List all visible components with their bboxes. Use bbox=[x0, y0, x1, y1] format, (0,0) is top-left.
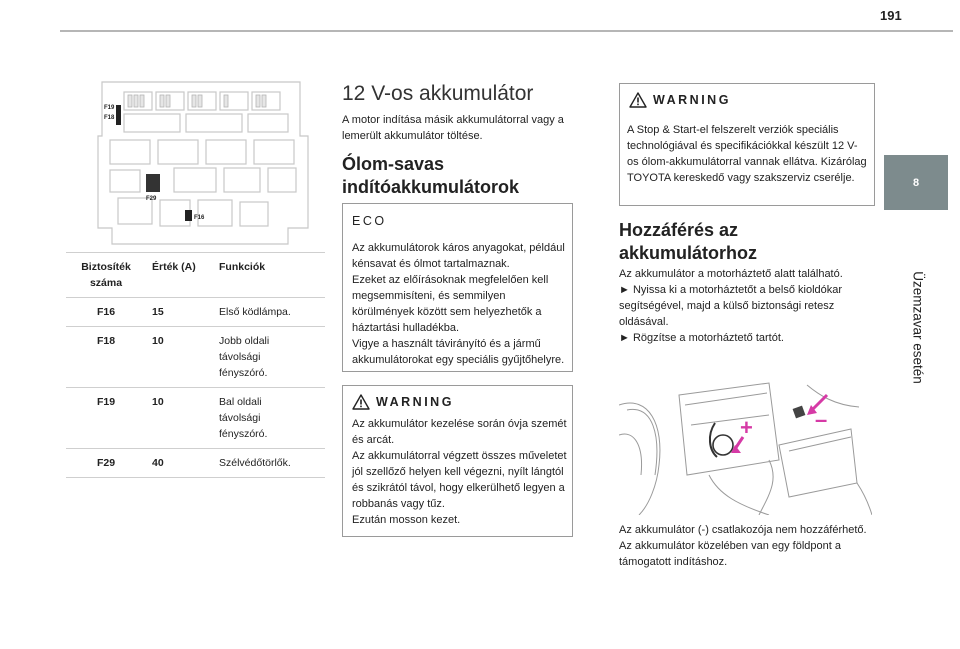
table-header-row bbox=[66, 253, 325, 298]
access-line: Az akkumulátor a motorháztető alatt található. bbox=[619, 268, 843, 280]
eco-box bbox=[342, 203, 573, 372]
section-title: 12 V-os akkumulátor bbox=[342, 82, 534, 105]
access-title: Hozzáférés az akkumulátorhoz bbox=[619, 220, 758, 263]
fuse-function: Szélvédőtörlők. bbox=[213, 449, 325, 478]
label-f16: F16 bbox=[194, 215, 205, 221]
warning-text: A Stop & Start-el felszerelt verziók speciális technológiával és specifikációkkal készült 12 V-os ólom-akkumulátorral vannak ellátva. Kizárólag TOYOTA kereskedő vagy szakszerviz cserélje. bbox=[627, 124, 867, 184]
warning-icon bbox=[352, 394, 370, 410]
header-fuse-number: Biztosíték száma bbox=[66, 253, 146, 298]
warning-line: Az akkumulátorral végzett összes műveletet jól szellőző helyen kell végezni, nyílt lángtól és szikrától távol, hogy elkerülhető legyen a robbanás vagy tűz. bbox=[352, 450, 567, 510]
fuse-number: F18 bbox=[66, 327, 146, 388]
caption-line: Az akkumulátor közelében van egy földpont a támogatott indításhoz. bbox=[619, 540, 841, 568]
table-row bbox=[66, 388, 325, 449]
warning-title: WARNING bbox=[653, 93, 731, 107]
warning-icon bbox=[629, 92, 647, 108]
access-line: ► Nyissa ki a motorháztetőt a belső kioldókar segítségével, majd a külső biztonsági retesz oldásával. bbox=[619, 284, 843, 328]
label-f19: F19 bbox=[104, 105, 115, 111]
caption-line: Az akkumulátor (-) csatlakozója nem hozzáférhető. bbox=[619, 524, 867, 536]
warning-title: WARNING bbox=[376, 395, 454, 409]
warning-line: Ezután mosson kezet. bbox=[352, 514, 461, 526]
fuse-function: Jobb oldali távolsági fényszóró. bbox=[213, 327, 325, 388]
eco-line: Ezeket az előírásoknak megfelelően kell megsemmisíteni, és semmilyen körülmények között sem helyezhetők a háztartási hulladékba. bbox=[352, 274, 549, 334]
engine-bay-illustration bbox=[619, 365, 872, 515]
table-row bbox=[66, 327, 325, 388]
chapter-tab[interactable]: 8 bbox=[884, 155, 948, 210]
fuse-value: 10 bbox=[146, 388, 213, 449]
fuse-number: F29 bbox=[66, 449, 146, 478]
fuse-table bbox=[66, 252, 325, 478]
eco-line: Vigye a használt távirányító és a jármű akkumulátorokat egy speciális gyűjtőhelyre. bbox=[352, 338, 565, 366]
fuse-value: 40 bbox=[146, 449, 213, 478]
plus-symbol: + bbox=[740, 415, 753, 440]
fuse-function: Bal oldali távolsági fényszóró. bbox=[213, 388, 325, 449]
page-number: 191 bbox=[880, 8, 902, 23]
warning-box-2 bbox=[619, 83, 875, 206]
label-f29: F29 bbox=[146, 196, 157, 202]
illustration-caption bbox=[619, 522, 875, 570]
header-functions: Funkciók bbox=[213, 253, 325, 298]
access-line: ► Rögzítse a motorháztető tartót. bbox=[619, 332, 784, 344]
chapter-title-vertical bbox=[868, 230, 960, 610]
table-row bbox=[66, 449, 325, 478]
eco-title: ECO bbox=[352, 214, 387, 228]
fuse-box-diagram bbox=[88, 78, 313, 246]
label-f18: F18 bbox=[104, 115, 115, 121]
fuse-function: Első ködlámpa. bbox=[213, 298, 325, 327]
chapter-title: Üzemzavar esetén bbox=[910, 271, 926, 384]
eco-line: Az akkumulátorok káros anyagokat, például kénsavat és ólmot tartalmaznak. bbox=[352, 242, 565, 270]
minus-symbol: – bbox=[815, 407, 828, 432]
table-row bbox=[66, 298, 325, 327]
warning-box-1 bbox=[342, 385, 573, 537]
fuse-number: F16 bbox=[66, 298, 146, 327]
header-rule bbox=[60, 30, 953, 32]
fuse-number: F19 bbox=[66, 388, 146, 449]
header-value: Érték (A) bbox=[146, 253, 213, 298]
fuse-value: 10 bbox=[146, 327, 213, 388]
warning-text bbox=[352, 416, 568, 528]
fuse-value: 15 bbox=[146, 298, 213, 327]
section-intro: A motor indítása másik akkumulátorral vagy a lemerült akkumulátor töltése. bbox=[342, 114, 564, 142]
warning-line: Az akkumulátor kezelése során óvja szemét és arcát. bbox=[352, 418, 567, 446]
lead-acid-title: Ólom-savas indítóakkumulátorok bbox=[342, 154, 520, 197]
eco-text bbox=[352, 240, 566, 368]
access-text bbox=[619, 266, 875, 346]
